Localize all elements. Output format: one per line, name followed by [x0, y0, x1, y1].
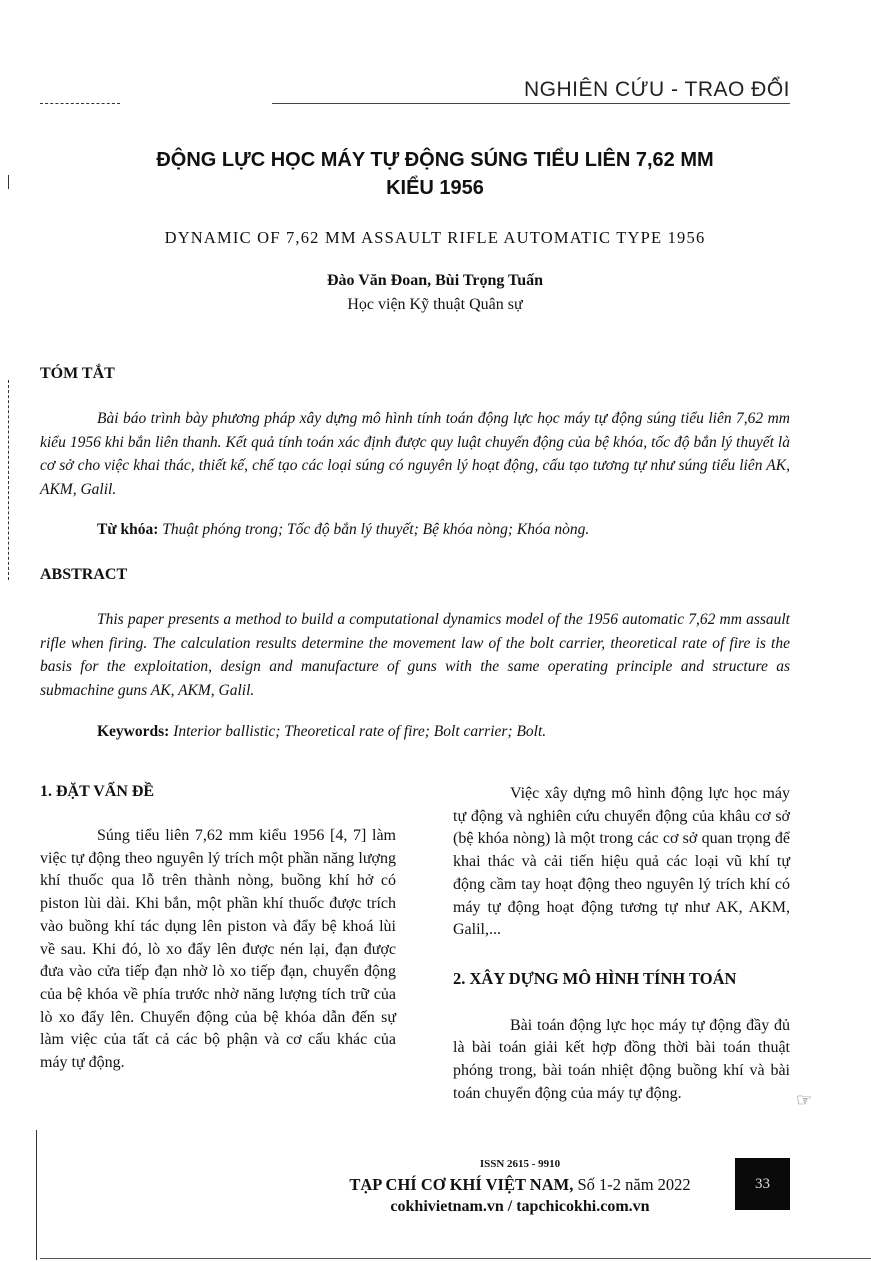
pointing-hand-icon: ☞ [796, 1090, 813, 1110]
abstract-body: This paper presents a method to build a computational dynamics model of the 1956 automatic 7,62 mm assault rifle when firing. The calculation results determine the movement law of the bolt carrier, theoretical rate of fire is the basis for the exploitation, design and manufacture of guns with the same operating principle and structure as submachine guns AK, AKM, Galil. [40, 611, 790, 699]
title-line-2: KIỂU 1956 [386, 177, 484, 199]
keywords-text: Interior ballistic; Theoretical rate of fire; Bolt carrier; Bolt. [173, 723, 547, 740]
section1-heading: 1. ĐẶT VẤN ĐỀ [40, 783, 155, 800]
english-title: DYNAMIC OF 7,62 MM ASSAULT RIFLE AUTOMATIC TYPE 1956 [164, 228, 706, 247]
journal-name: TẠP CHÍ CƠ KHÍ VIỆT NAM, [349, 1175, 574, 1194]
section2-paragraph: Bài toán động lực học máy tự động đầy đủ là bài toán giải kết hợp đồng thời bài toán thuật phóng trong, bài toán nhiệt động buồng khí và bài toán chuyển động của máy tự động. [453, 1016, 790, 1102]
issue: Số 1-2 năm 2022 [577, 1175, 691, 1194]
authors: Đào Văn Đoan, Bùi Trọng Tuấn [326, 272, 544, 289]
tomtat-body: Bài báo trình bày phương pháp xây dựng mô hình tính toán động lực học máy tự động súng tiểu liên 7,62 mm kiểu 1956 khi bắn liên thanh. Kết quả tính toán xác định được quy luật chuyển động của bệ khóa, tốc độ bắn lý thuyết là cơ sở cho việc khai thác, thiết kế, chế tạo các loại súng có nguyên lý hoạt động, cấu tạo tương tự như súng tiểu liên AK, AKM, Galil. [40, 410, 790, 498]
scan-margin-mark [8, 380, 9, 580]
issn: ISSN 2615 - 9910 [479, 1158, 561, 1170]
tomtat-keywords [97, 521, 589, 539]
header-divider [40, 103, 120, 104]
scan-margin-mark [8, 175, 9, 189]
section-tag: NGHIÊN CỨU - TRAO ĐỔI [523, 78, 790, 101]
abstract-keywords [97, 723, 546, 741]
scan-bottom-edge [40, 1258, 871, 1259]
affiliation: Học viện Kỹ thuật Quân sự [347, 296, 523, 313]
section1-column-left [40, 825, 396, 1075]
section2-heading: 2. XÂY DỰNG MÔ HÌNH TÍNH TOÁN [453, 968, 737, 988]
header-rule [272, 103, 790, 104]
article-title [60, 146, 810, 202]
keywords-text: Thuật phóng trong; Tốc độ bắn lý thuyết; Bệ khóa nòng; Khóa nòng. [162, 521, 590, 538]
section1-paragraph-2: Việc xây dựng mô hình động lực học máy tự động và nghiên cứu chuyển động của khâu cơ sở (bệ khóa nòng) là một trong các cơ sở quan trọng để khai thác và cải tiến hiệu quả các loại vũ khí tự động cầm tay hoạt động theo nguyên lý trích khí có máy tự động hoạt động tương tự như AK, AKM, Galil,... [453, 785, 790, 939]
keywords-label: Từ khóa: [97, 521, 159, 538]
websites: cokhivietnam.vn / tapchicokhi.com.vn [390, 1198, 650, 1215]
scan-margin-mark [36, 1130, 37, 1260]
title-line-1: ĐỘNG LỰC HỌC MÁY TỰ ĐỘNG SÚNG TIỂU LIÊN 7,62 MM [156, 149, 714, 171]
right-column [453, 783, 790, 1105]
section1-paragraph: Súng tiểu liên 7,62 mm kiểu 1956 [4, 7] làm việc tự động theo nguyên lý trích một phần năng lượng khí thuốc qua lỗ trên thành nòng, buồng khí hở có piston lùi dài. Khi bắn, một phần khí thuốc được trích vào buồng khí tác dụng lên piston và đẩy bệ khoá lùi về sau. Khi đó, lò xo đẩy lên được nén lại, đạn được đưa vào cửa tiếp đạn nhờ lò xo tiếp đạn, chuyển động của bệ khóa về phía trước nhờ năng lượng tích trữ của lò xo đẩy lên. Chuyển động của bệ khóa dẫn đến sự làm việc của tất cả các bộ phận và cơ cấu khác của máy tự động. [40, 827, 396, 1072]
abstract-heading: ABSTRACT [40, 566, 128, 583]
page-number: 33 [735, 1158, 790, 1210]
keywords-label: Keywords: [97, 723, 170, 740]
tomtat-heading: TÓM TẮT [40, 365, 115, 382]
journal-line [300, 1175, 740, 1195]
